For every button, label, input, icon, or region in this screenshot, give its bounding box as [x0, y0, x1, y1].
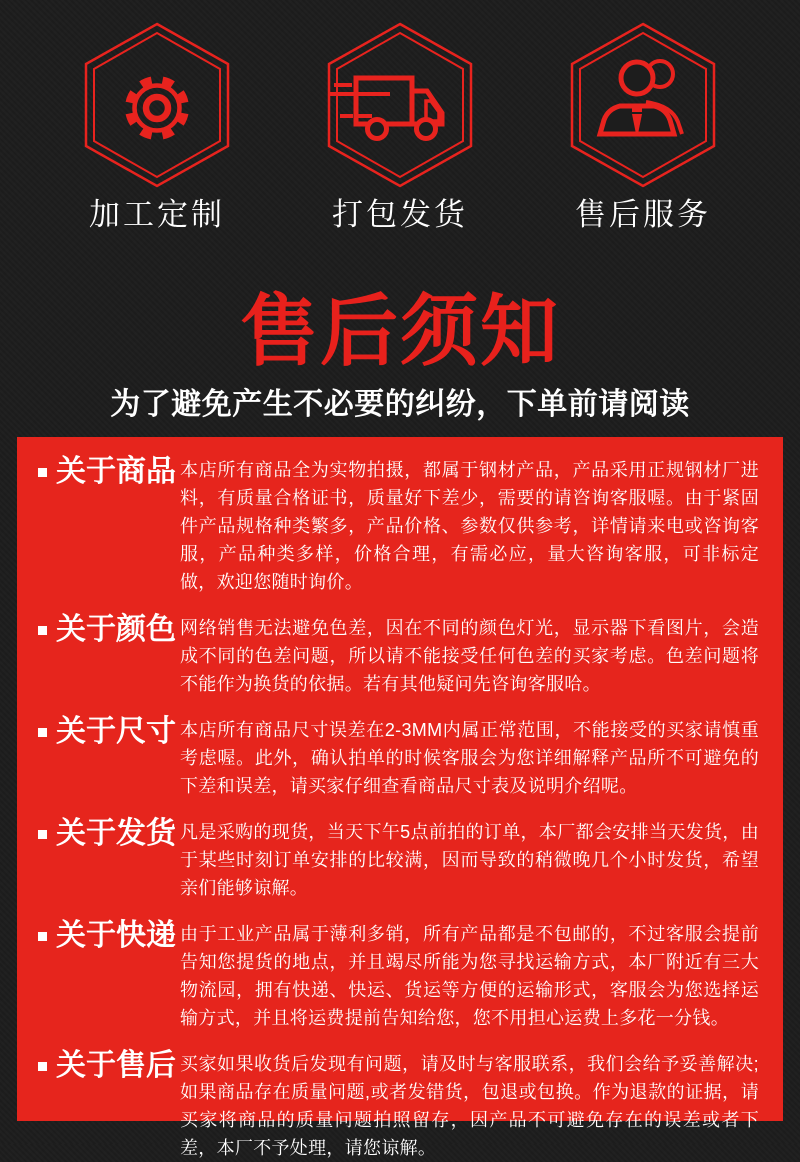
section-about-size — [38, 716, 759, 800]
feature-label: 售后服务 — [575, 197, 711, 232]
feature-packing-shipping — [325, 22, 475, 234]
truck-icon — [325, 22, 475, 188]
section-heading: 关于售后 — [56, 1049, 176, 1082]
section-heading: 关于尺寸 — [56, 715, 176, 748]
section-about-dispatch — [38, 818, 759, 902]
section-head — [38, 716, 180, 748]
page-title: 售后须知 — [239, 287, 560, 375]
section-text: 凡是采购的现货，当天下午5点前拍的订单，本厂都会安排当天发货，由于某些时刻订单安排的比较满，因而导致的稍微晚几个小时发货，希望亲们能够谅解。 — [180, 822, 759, 898]
section-text: 本店所有商品尺寸误差在2-3MM内属正常范围，不能接受的买家请慎重考虑喔。此外，确认拍单的时候客服会为您详细解释产品所不可避免的下差和误差，请买家仔细查看商品尺寸表及说明介绍呢。 — [180, 720, 759, 796]
feature-after-sales-service — [568, 22, 718, 234]
section-text: 网络销售无法避免色差，因在不同的颜色灯光，显示器下看图片，会造成不同的色差问题，所以请不能接受任何色差的买家考虑。色差问题将不能作为换货的依据。若有其他疑问先咨询客服哈。 — [180, 618, 759, 694]
section-heading: 关于快递 — [56, 919, 176, 952]
feature-custom-processing — [82, 22, 232, 234]
section-text: 买家如果收货后发现有问题，请及时与客服联系，我们会给予妥善解决;如果商品存在质量问题,或者发错货，包退或包换。作为退款的证据，请买家将商品的质量问题拍照留存，因产品不可避免存在的误差或者下差，本厂不予处理，请您谅解。 — [180, 1054, 759, 1158]
section-head — [38, 1050, 180, 1082]
page-subtitle: 为了避免产生不必要的纠纷，下单前请阅读 — [110, 388, 690, 421]
section-heading: 关于颜色 — [56, 613, 176, 646]
square-bullet-icon — [38, 626, 47, 635]
square-bullet-icon — [38, 728, 47, 737]
section-about-color — [38, 614, 759, 698]
square-bullet-icon — [38, 830, 47, 839]
customer-service-icon — [568, 22, 718, 188]
section-text: 本店所有商品全为实物拍摄，都属于钢材产品，产品采用正规钢材厂进料，有质量合格证书，质量好下差少，需要的请咨询客服喔。由于紧固件产品规格种类繁多，产品价格、参数仅供参考，详情请来电或咨询客服，产品种类多样，价格合理，有需必应，量大咨询客服，可非标定做，欢迎您随时询价。 — [180, 460, 759, 592]
section-heading: 关于发货 — [56, 817, 176, 850]
section-text: 由于工业产品属于薄利多销，所有产品都是不包邮的，不过客服会提前告知您提货的地点，并且竭尽所能为您寻找运输方式，本厂附近有三大物流园，拥有快递、快运、货运等方便的运输形式，客服会为您选择运输方式，并且将运费提前告知给您，您不用担心运费上多花一分钱。 — [180, 924, 759, 1028]
section-head — [38, 818, 180, 850]
after-sales-notice-panel — [17, 437, 783, 1158]
square-bullet-icon — [38, 1062, 47, 1071]
section-head — [38, 920, 180, 952]
section-about-express — [38, 920, 759, 1032]
square-bullet-icon — [38, 468, 47, 477]
feature-label: 打包发货 — [332, 197, 468, 232]
square-bullet-icon — [38, 932, 47, 941]
section-heading: 关于商品 — [56, 455, 176, 488]
feature-label: 加工定制 — [89, 197, 225, 232]
section-about-after-sales — [38, 1050, 759, 1162]
section-about-product — [38, 456, 759, 596]
gear-icon — [82, 22, 232, 188]
section-head — [38, 456, 180, 488]
feature-badges-row — [0, 0, 800, 234]
section-head — [38, 614, 180, 646]
